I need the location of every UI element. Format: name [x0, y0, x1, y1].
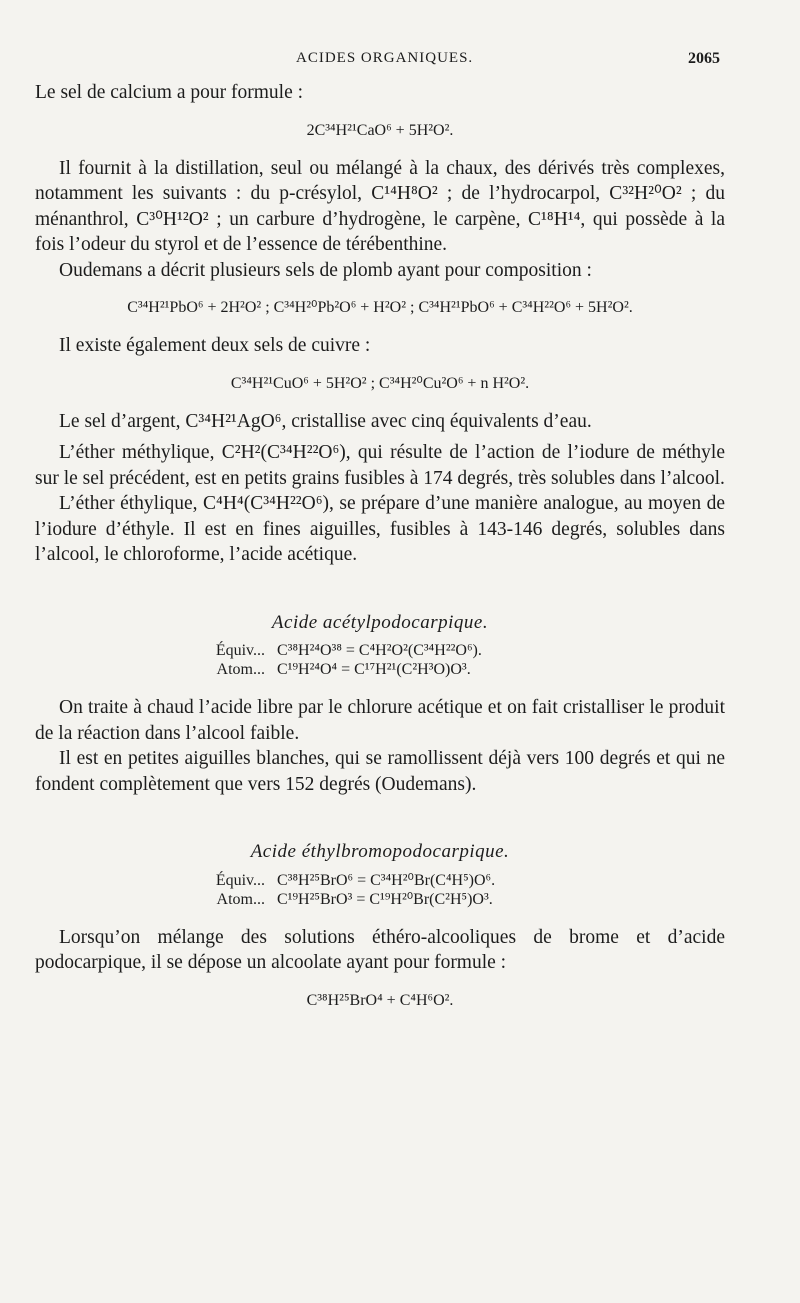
- paragraph-distillation: Il fournit à la distillation, seul ou mélangé à la chaux, des dérivés très complexes, notamment les suivants : du p-crésylol, C¹⁴H⁸O² ; de l’hydrocarpol, C³²H²⁰O² ; du ménanthrol, C³⁰H¹²O² ; un carbure d’hydrogène, le carpène, C¹⁸H¹⁴, qui possède à la fois l’odeur du styrol et de l’essence de térébenthine.: [35, 157, 725, 255]
- paragraph-acetyl-properties: Il est en petites aiguilles blanches, qui se ramollissent déjà vers 100 degrés et qui ne fondent complètement que vers 152 degrés (Oudemans).: [35, 748, 725, 795]
- page-header: [0, 50, 800, 74]
- paragraph-calcium-salt: Le sel de calcium a pour formule :: [35, 82, 304, 103]
- formula-lead-salts: C³⁴H²¹PbO⁶ + 2H²O² ; C³⁴H²⁰Pb²O⁶ + H²O² ; C³⁴H²¹PbO⁶ + C³⁴H²²O⁶ + 5H²O².: [127, 299, 633, 316]
- equiv-formula: C³⁸H²⁵BrO⁶ = C³⁴H²⁰Br(C⁴H⁵)O⁶.: [277, 871, 496, 889]
- section-title-ethylbromopodocarpic: Acide éthylbromopodocarpique.: [250, 841, 510, 862]
- paragraph-acetyl-preparation: On traite à chaud l’acide libre par le chlorure acétique et on fait cristalliser le produit de la réaction dans l’alcool faible.: [35, 697, 725, 744]
- running-title: ACIDES ORGANIQUES.: [296, 50, 474, 66]
- section-title-acetylpodocarpic: Acide acétylpodocarpique.: [271, 611, 489, 633]
- atom-formula: C¹⁹H²⁴O⁴ = C¹⁷H²¹(C²H³O)O³.: [277, 661, 471, 678]
- equiv-label: Équiv...: [215, 871, 265, 889]
- paragraph-silver-salt: Le sel d’argent, C³⁴H²¹AgO⁶, cristallise avec cinq équivalents d’eau.: [59, 410, 592, 432]
- formula-calcium-salt: 2C³⁴H²¹CaO⁶ + 5H²O².: [306, 121, 454, 139]
- paragraph-methyl-ether: L’éther méthylique, C²H²(C³⁴H²²O⁶), qui résulte de l’action de l’iodure de méthyle sur le sel précédent, est en petits grains fusibles à 174 degrés, très solubles dans l’alcool.: [35, 442, 725, 489]
- equiv-label: Équiv...: [215, 642, 265, 659]
- page-body: [35, 80, 725, 1026]
- formula-block-acetylpodocarpic: [35, 641, 725, 679]
- atom-label: Atom...: [216, 661, 265, 678]
- equiv-formula: C³⁸H²⁴O³⁸ = C⁴H²O²(C³⁴H²²O⁶).: [277, 642, 482, 659]
- paragraph-copper-salts: Il existe également deux sels de cuivre :: [59, 335, 371, 356]
- formula-alcoholate: C³⁸H²⁵BrO⁴ + C⁴H⁶O².: [306, 991, 454, 1009]
- paragraph-lead-salts: Oudemans a décrit plusieurs sels de plomb ayant pour composition :: [59, 259, 592, 281]
- paragraph-alcoholate: Lorsqu’on mélange des solutions éthéro-alcooliques de brome et d’acide podocarpique, il se dépose un alcoolate ayant pour formule :: [35, 926, 725, 973]
- atom-formula: C¹⁹H²⁵BrO³ = C¹⁹H²⁰Br(C²H⁵)O³.: [277, 890, 493, 908]
- formula-copper-salts: C³⁴H²¹CuO⁶ + 5H²O² ; C³⁴H²⁰Cu²O⁶ + n H²O².: [230, 374, 530, 392]
- page-number: 2065: [688, 50, 720, 67]
- paragraph-ethyl-ether: L’éther éthylique, C⁴H⁴(C³⁴H²²O⁶), se prépare d’une manière analogue, au moyen de l’iodure d’éthyle. Il est en fines aiguilles, fusibles à 143-146 degrés, solubles dans l’alcool, le chloroforme, l’acide acétique.: [35, 493, 725, 565]
- atom-label: Atom...: [216, 890, 265, 908]
- formula-block-ethylbromopodocarpic: [35, 871, 725, 909]
